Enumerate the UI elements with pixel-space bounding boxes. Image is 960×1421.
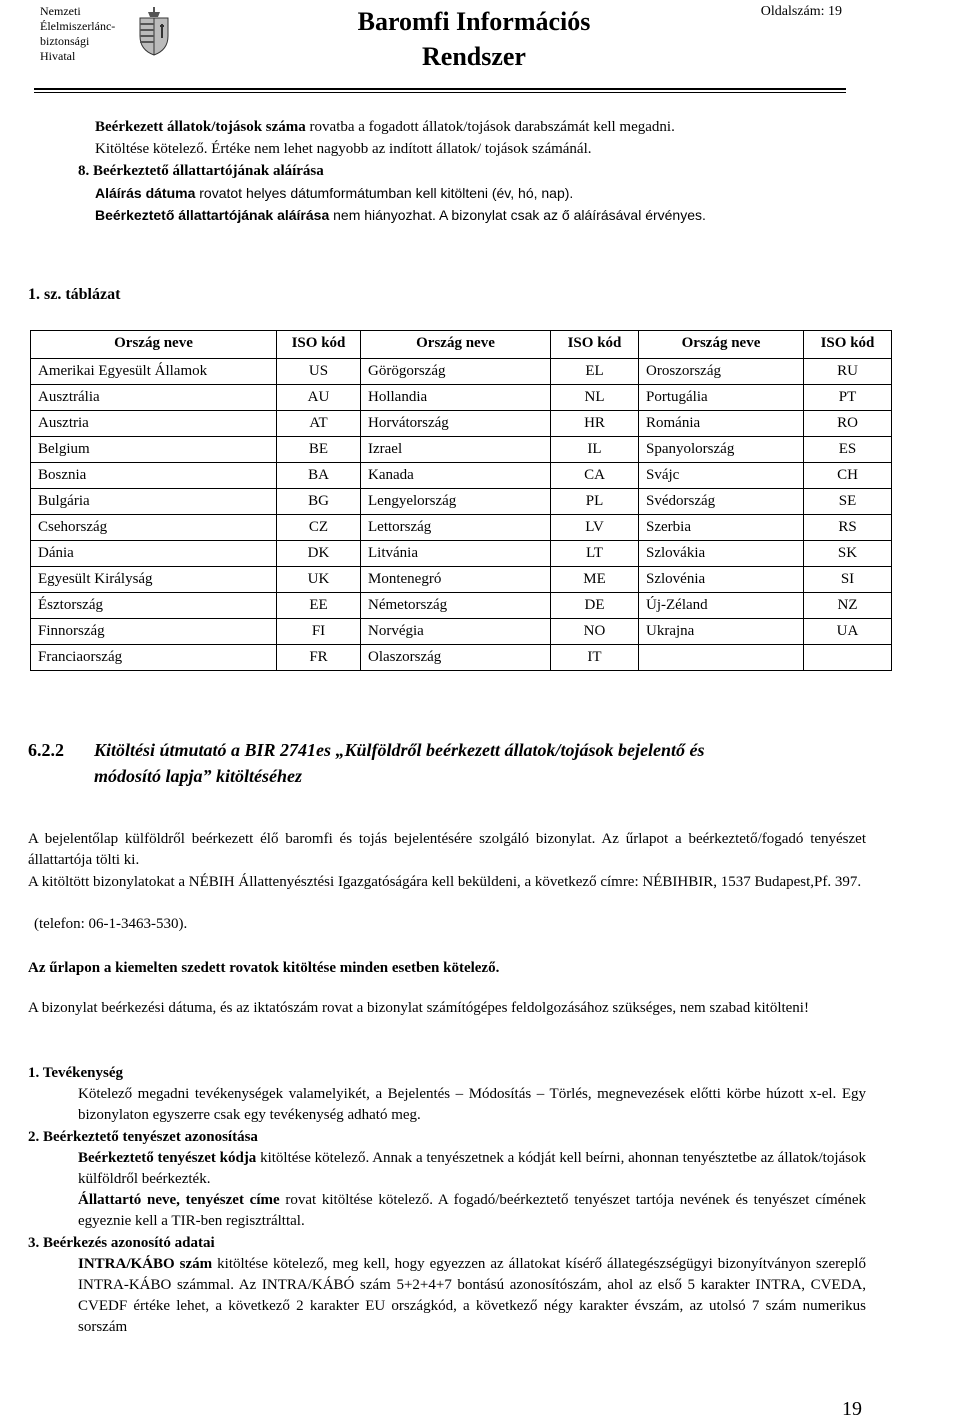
document-title [300, 4, 648, 74]
item-3-title: 3. Beérkezés azonosító adatai [28, 1235, 215, 1251]
text: nem hiányozhat. A bizonylat csak az ő aláírásával érvényes. [329, 207, 706, 223]
country-name-cell: Görögország [361, 359, 551, 385]
iso-code-cell: RS [804, 515, 892, 541]
country-name-cell: Szerbia [639, 515, 804, 541]
table-row [31, 619, 892, 645]
country-name-cell: Egyesült Királyság [31, 567, 277, 593]
country-name-cell: Izrael [361, 437, 551, 463]
iso-code-cell: DE [551, 593, 639, 619]
table-row [31, 515, 892, 541]
iso-code-cell: SK [804, 541, 892, 567]
table-title: 1. sz. táblázat [28, 286, 121, 303]
bold-term: Aláírás dátuma [95, 185, 196, 201]
column-header-iso-code: ISO kód [804, 331, 892, 359]
country-name-cell: Spanyolország [639, 437, 804, 463]
iso-code-cell: DK [277, 541, 361, 567]
iso-code-cell: CA [551, 463, 639, 489]
iso-code-cell: AT [277, 411, 361, 437]
iso-code-cell: FR [277, 645, 361, 671]
title-line: Rendszer [422, 42, 526, 71]
iso-code-cell: LV [551, 515, 639, 541]
iso-code-cell: CZ [277, 515, 361, 541]
table-row [31, 489, 892, 515]
column-header-country: Ország neve [361, 331, 551, 359]
text: rovat kitöltése kötelező. A fogadó/beérkeztető tenyészet tartója nevének és tenyészet címének egyeznie kell a TIR-ben regisztrálttal. [78, 1192, 866, 1229]
item-2-b [78, 1190, 866, 1232]
iso-code-cell: ME [551, 567, 639, 593]
table-row [31, 411, 892, 437]
country-name-cell: Litvánia [361, 541, 551, 567]
country-name-cell: Kanada [361, 463, 551, 489]
country-name-cell: Horvátország [361, 411, 551, 437]
country-name-cell: Ukrajna [639, 619, 804, 645]
iso-code-cell: NL [551, 385, 639, 411]
header-divider [34, 88, 846, 90]
country-name-cell: Németország [361, 593, 551, 619]
item-3-text [78, 1254, 866, 1338]
org-line: Hivatal [40, 49, 76, 63]
country-name-cell: Észtország [31, 593, 277, 619]
table-row [31, 593, 892, 619]
paragraph-line [95, 116, 840, 138]
org-line: Nemzeti [40, 4, 81, 18]
country-name-cell: Ausztria [31, 411, 277, 437]
country-name-cell: Finnország [31, 619, 277, 645]
iso-code-cell: HR [551, 411, 639, 437]
bold-term: Beérkeztető állattartójának aláírása [95, 207, 330, 223]
iso-code-cell: EL [551, 359, 639, 385]
country-name-cell: Norvégia [361, 619, 551, 645]
coat-of-arms-icon [134, 6, 174, 56]
table-row [31, 385, 892, 411]
country-name-cell: Amerikai Egyesült Államok [31, 359, 277, 385]
iso-code-cell: CH [804, 463, 892, 489]
page-number: 19 [842, 1398, 862, 1420]
paragraph-line: Kitöltése kötelező. Értéke nem lehet nagyobb az indított állatok/ tojások számánál. [95, 141, 592, 157]
page-label: Oldalszám: 19 [760, 4, 842, 19]
table-row [31, 437, 892, 463]
iso-code-cell: IT [551, 645, 639, 671]
intro-paragraph: A bejelentőlap külföldről beérkezett élő baromfi és tojás bejelentésére szolgáló bizonylat. Az űrlapot a beérkeztető/fogadó tenyészet állattartója tölti ki. [28, 831, 866, 868]
header-divider [34, 92, 846, 93]
bold-term: Beérkeztető tenyészet kódja [78, 1150, 257, 1166]
date-note: A bizonylat beérkezési dátuma, és az iktatószám rovat a bizonylat számítógépes feldolgozásához szükséges, nem szabad kitölteni! [28, 1000, 809, 1016]
organization-name [40, 4, 132, 64]
item-8-a [95, 182, 573, 204]
iso-code-cell: PL [551, 489, 639, 515]
heading-line [28, 737, 868, 763]
iso-code-cell [804, 645, 892, 671]
title-line: Baromfi Információs [357, 7, 591, 36]
country-name-cell: Montenegró [361, 567, 551, 593]
iso-code-cell: SE [804, 489, 892, 515]
item-2-a [78, 1148, 866, 1190]
country-name-cell: Románia [639, 411, 804, 437]
country-name-cell: Olaszország [361, 645, 551, 671]
country-name-cell [639, 645, 804, 671]
country-name-cell: Hollandia [361, 385, 551, 411]
iso-code-cell: BE [277, 437, 361, 463]
table-header-row [31, 331, 892, 359]
paragraph-7 [95, 116, 840, 160]
text: rovatba a fogadott állatok/tojások darabszámát kell megadni. [305, 119, 675, 135]
heading-line: módosító lapja” kitöltéséhez [94, 766, 303, 786]
column-header-iso-code: ISO kód [551, 331, 639, 359]
mandatory-note: Az űrlapon a kiemelten szedett rovatok kitöltése minden esetben kötelező. [28, 960, 500, 976]
org-line: Élelmiszerlánc- [40, 19, 116, 33]
iso-code-cell: UA [804, 619, 892, 645]
table-row [31, 567, 892, 593]
column-header-country: Ország neve [31, 331, 277, 359]
item-1-text: Kötelező megadni tevékenységek valamelyikét, a Bejelentés – Módosítás – Törlés, megnevezések előtti körbe húzott x-el. Egy bizonylaton egyszerre csak egy tevékenység adható meg. [78, 1086, 866, 1123]
item-2-title: 2. Beérkeztető tenyészet azonosítása [28, 1129, 258, 1145]
iso-code-cell: ES [804, 437, 892, 463]
table-body [31, 359, 892, 671]
country-name-cell: Bosznia [31, 463, 277, 489]
iso-code-cell: LT [551, 541, 639, 567]
iso-code-cell: RO [804, 411, 892, 437]
table-row [31, 463, 892, 489]
section-number: 6.2.2 [28, 740, 64, 760]
section-heading [28, 737, 868, 789]
text: rovatot helyes dátumformátumban kell kitölteni (év, hó, nap). [195, 185, 574, 201]
country-name-cell: Belgium [31, 437, 277, 463]
country-name-cell: Dánia [31, 541, 277, 567]
country-name-cell: Szlovákia [639, 541, 804, 567]
country-name-cell: Svájc [639, 463, 804, 489]
item-1-title: 1. Tevékenység [28, 1065, 124, 1081]
country-name-cell: Új-Zéland [639, 593, 804, 619]
iso-code-cell: AU [277, 385, 361, 411]
iso-code-cell: NO [551, 619, 639, 645]
iso-code-cell: BA [277, 463, 361, 489]
iso-code-cell: NZ [804, 593, 892, 619]
heading-text: Kitöltési útmutató a BIR 2741es „Külföldről beérkezett állatok/tojások bejelentő és [94, 740, 705, 760]
country-name-cell: Ausztrália [31, 385, 277, 411]
country-name-cell: Lengyelország [361, 489, 551, 515]
table-row [31, 359, 892, 385]
iso-code-cell: RU [804, 359, 892, 385]
table-row [31, 541, 892, 567]
column-header-iso-code: ISO kód [277, 331, 361, 359]
country-code-table [30, 330, 892, 671]
bold-term: Beérkezett állatok/tojások száma [95, 119, 306, 135]
country-name-cell: Franciaország [31, 645, 277, 671]
bold-term: INTRA/KÁBO szám [78, 1256, 213, 1272]
iso-code-cell: PT [804, 385, 892, 411]
bold-term: Állattartó neve, tenyészet címe [78, 1192, 280, 1208]
iso-code-cell: IL [551, 437, 639, 463]
item-8-b [95, 204, 706, 226]
text: kitöltése kötelező, meg kell, hogy egyezzen az állatokat kísérő állategészségügyi bizonyítványon szereplő INTRA-KÁBO számmal. Az INTRA/KÁBÓ szám 5+2+4+7 bontású azonosítószám, ahol az első 5 karakter INTRA, CVEDA, CVEDF értéke lehet, a következő 2 karakter EU országkód, a következő négy karakter évszám, az utolsó 7 szám numerikus sorszám [78, 1256, 867, 1335]
country-name-cell: Svédország [639, 489, 804, 515]
phone-line: (telefon: 06-1-3463-530). [34, 916, 188, 932]
text: kitöltése kötelező. Annak a tenyészetnek a kódját kell beírni, ahonnan tenyésztetbe az állatok/tojások külföldről beérkezték. [78, 1150, 866, 1187]
country-name-cell: Szlovénia [639, 567, 804, 593]
org-line: biztonsági [40, 34, 90, 48]
country-name-cell: Bulgária [31, 489, 277, 515]
iso-code-cell: SI [804, 567, 892, 593]
iso-code-cell: BG [277, 489, 361, 515]
column-header-country: Ország neve [639, 331, 804, 359]
iso-code-cell: FI [277, 619, 361, 645]
country-name-cell: Portugália [639, 385, 804, 411]
table-row [31, 645, 892, 671]
iso-code-cell: UK [277, 567, 361, 593]
item-8-title: 8. Beérkeztető állattartójának aláírása [78, 163, 324, 179]
iso-code-cell: US [277, 359, 361, 385]
country-name-cell: Oroszország [639, 359, 804, 385]
iso-code-cell: EE [277, 593, 361, 619]
country-name-cell: Csehország [31, 515, 277, 541]
country-name-cell: Lettország [361, 515, 551, 541]
send-address: A kitöltött bizonylatokat a NÉBIH Állattenyésztési Igazgatóságára kell beküldeni, a következő címre: NÉBIHBIR, 1537 Budapest,Pf. 397. [28, 874, 862, 890]
